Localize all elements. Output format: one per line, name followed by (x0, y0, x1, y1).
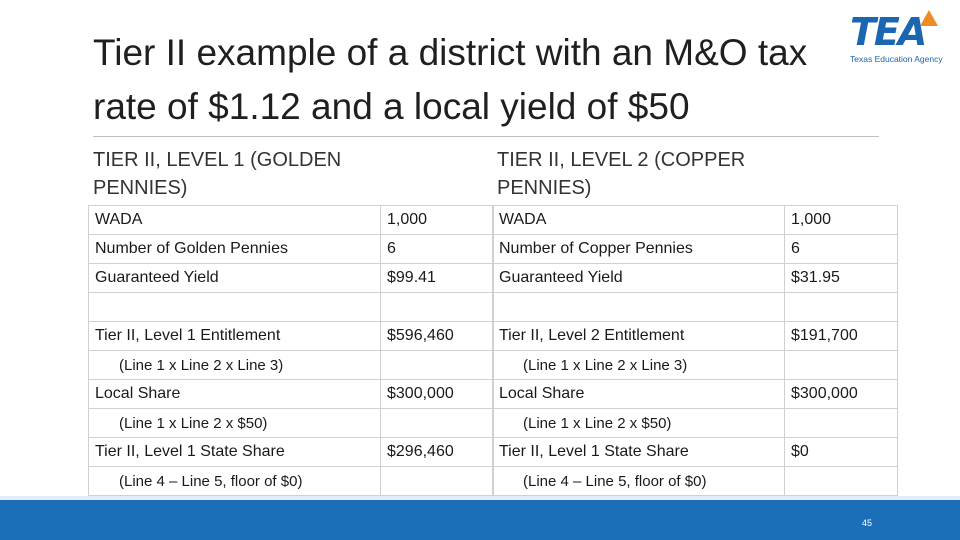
table-cell-value (785, 351, 898, 380)
table-cell-value (381, 467, 494, 496)
table-cell-label: Number of Copper Pennies (493, 235, 785, 264)
table-cell-label: Local Share (89, 380, 381, 409)
table-cell-label: Number of Golden Pennies (89, 235, 381, 264)
table-cell-value: $191,700 (785, 322, 898, 351)
table-cell-value: $99.41 (381, 264, 494, 293)
table-cell-label: Guaranteed Yield (89, 264, 381, 293)
table-cell-value (785, 467, 898, 496)
table-cell-label: WADA (493, 206, 785, 235)
table-cell-label: Tier II, Level 2 Entitlement (493, 322, 785, 351)
left-heading: TIER II, LEVEL 1 (GOLDEN PENNIES) (93, 149, 342, 199)
table-cell-value (381, 293, 494, 322)
logo-flame-icon (920, 10, 938, 26)
table-cell-label (89, 293, 381, 322)
level2-table (492, 205, 898, 496)
table-cell-label: Local Share (493, 380, 785, 409)
table-cell-value: 6 (381, 235, 494, 264)
footer-bar (0, 500, 960, 540)
table-cell-formula: (Line 1 x Line 2 x Line 3) (89, 351, 381, 380)
table-cell-value: $300,000 (785, 380, 898, 409)
table-cell-value: 6 (785, 235, 898, 264)
table-cell-label: WADA (89, 206, 381, 235)
table-cell-value: $31.95 (785, 264, 898, 293)
table-cell-formula: (Line 4 – Line 5, floor of $0) (89, 467, 381, 496)
table-cell-value: 1,000 (785, 206, 898, 235)
table-cell-formula: (Line 1 x Line 2 x $50) (493, 409, 785, 438)
table-cell-formula: (Line 1 x Line 2 x Line 3) (493, 351, 785, 380)
right-heading: TIER II, LEVEL 2 (COPPER PENNIES) (497, 149, 746, 199)
tea-logo (842, 8, 952, 70)
table-cell-value: $300,000 (381, 380, 494, 409)
logo-subtitle: Texas Education Agency (850, 54, 943, 64)
table-cell-value: $296,460 (381, 438, 494, 467)
table-cell-label: Tier II, Level 1 Entitlement (89, 322, 381, 351)
table-cell-label (493, 293, 785, 322)
table-cell-value: $0 (785, 438, 898, 467)
slide-title: Tier II example of a district with an M&O tax rate of $1.12 and a local yield of $50 (93, 32, 808, 127)
title-divider (93, 136, 879, 137)
table-cell-label: Tier II, Level 1 State Share (493, 438, 785, 467)
logo-text: TEA (850, 10, 926, 54)
table-cell-value (785, 409, 898, 438)
table-cell-value (785, 293, 898, 322)
level1-table (88, 205, 494, 496)
table-cell-label: Guaranteed Yield (493, 264, 785, 293)
page-number: 45 (862, 518, 873, 528)
table-cell-value (381, 351, 494, 380)
table-cell-value: 1,000 (381, 206, 494, 235)
table-cell-label: Tier II, Level 1 State Share (89, 438, 381, 467)
table-cell-formula: (Line 4 – Line 5, floor of $0) (493, 467, 785, 496)
table-cell-value: $596,460 (381, 322, 494, 351)
table-cell-formula: (Line 1 x Line 2 x $50) (89, 409, 381, 438)
table-cell-value (381, 409, 494, 438)
